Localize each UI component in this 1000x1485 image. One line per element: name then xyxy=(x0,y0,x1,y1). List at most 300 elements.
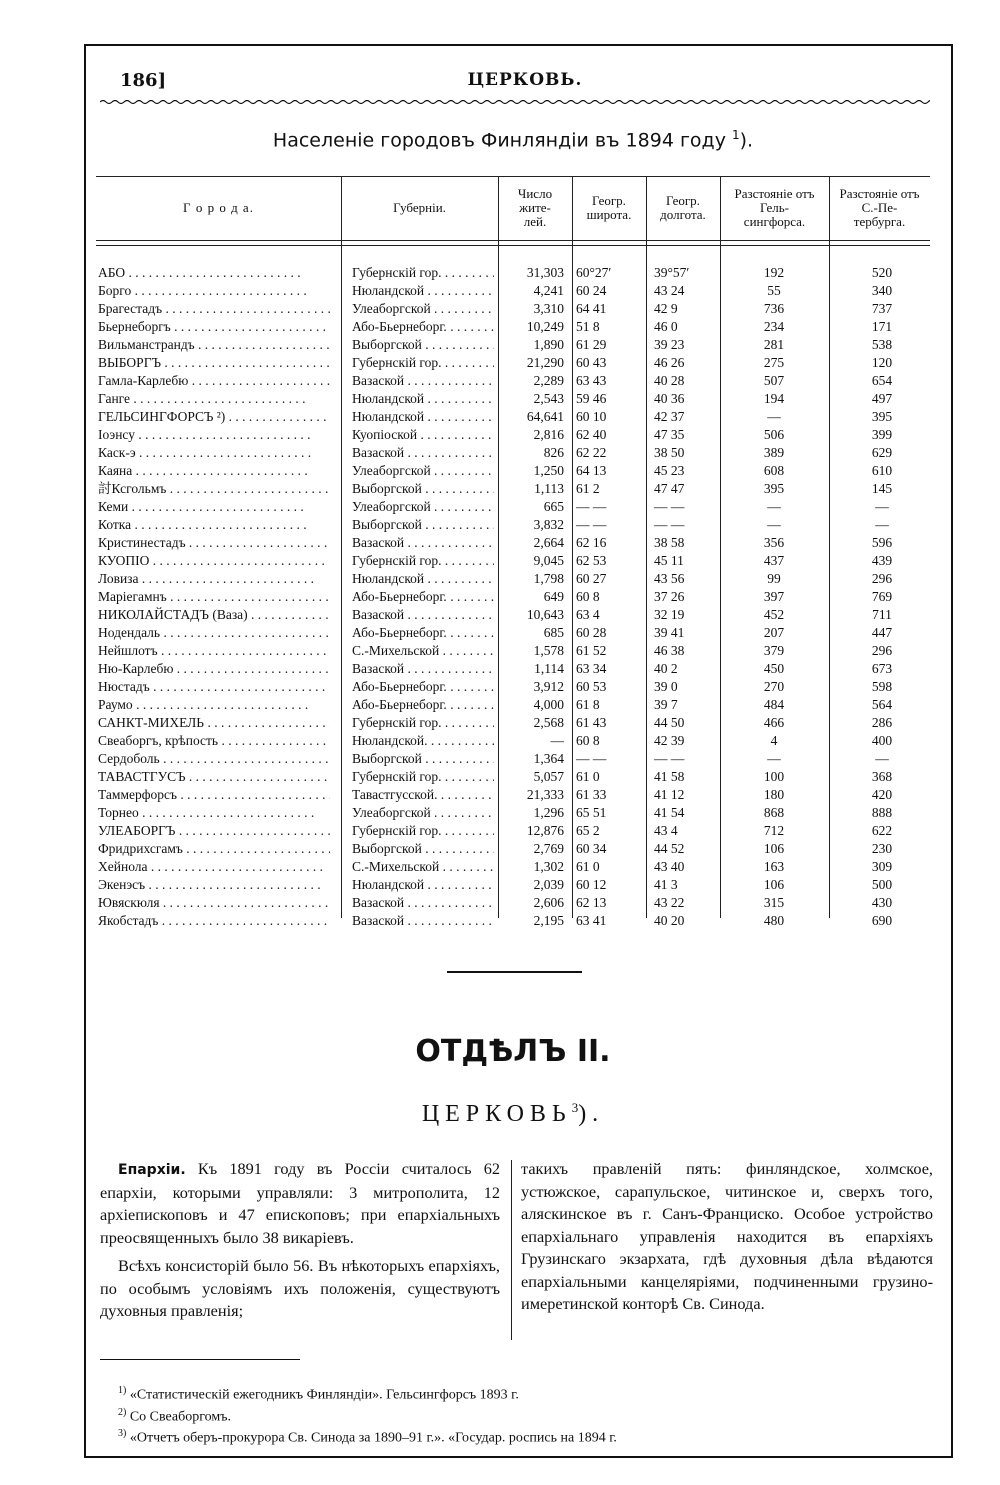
longitude-cell: 40 2 xyxy=(654,661,678,676)
table-title-end: ). xyxy=(739,129,754,152)
distance-helsingfors-cell: 507 xyxy=(763,373,785,388)
longitude-cell: 45 11 xyxy=(654,553,684,568)
distance-helsingfors-cell: 55 xyxy=(767,283,781,298)
latitude-cell: 63 41 xyxy=(576,913,607,928)
latitude-cell: 60 12 xyxy=(576,877,607,892)
distance-helsingfors-cell: 506 xyxy=(763,427,785,442)
longitude-cell: 47 35 xyxy=(654,427,685,442)
distance-petersburg-cell: 500 xyxy=(871,877,893,892)
latitude-cell: 63 34 xyxy=(576,661,607,676)
province-cell: Нюландской . . . xyxy=(352,282,494,300)
population-cell: 2,664 xyxy=(533,535,564,550)
table-row xyxy=(96,552,930,570)
distance-petersburg-cell: 673 xyxy=(871,661,893,676)
distance-petersburg-cell: 145 xyxy=(871,481,893,496)
province-cell: Вазаской . . . xyxy=(352,894,494,912)
distance-helsingfors-cell: — xyxy=(767,751,781,766)
table-row xyxy=(96,750,930,768)
distance-petersburg-cell: 296 xyxy=(871,643,893,658)
table-row xyxy=(96,822,930,840)
province-cell: Або-Бьернеборг. . . . xyxy=(352,678,494,696)
text-column-right xyxy=(521,1158,933,1322)
population-cell: 649 xyxy=(543,589,564,604)
distance-petersburg-cell: 598 xyxy=(871,679,893,694)
latitude-cell: 61 8 xyxy=(576,697,600,712)
distance-petersburg-cell: 622 xyxy=(871,823,893,838)
distance-helsingfors-cell: 99 xyxy=(767,571,781,586)
population-cell: 1,113 xyxy=(534,481,564,496)
distance-helsingfors-cell: 450 xyxy=(763,661,785,676)
latitude-cell: 63 43 xyxy=(576,373,607,388)
table-row xyxy=(96,408,930,426)
province-cell: Губернскій гор. . . . xyxy=(352,552,494,570)
distance-petersburg-cell: — xyxy=(875,517,889,532)
distance-helsingfors-cell: — xyxy=(767,499,781,514)
province-cell: Або-Бьернеборг. . . . xyxy=(352,318,494,336)
population-cell: 2,606 xyxy=(533,895,564,910)
longitude-cell: 42 9 xyxy=(654,301,678,316)
longitude-cell: 40 28 xyxy=(654,373,685,388)
longitude-cell: 40 36 xyxy=(654,391,685,406)
distance-petersburg-cell: 120 xyxy=(871,355,893,370)
distance-helsingfors-cell: 480 xyxy=(763,913,785,928)
footnote-ref: 3 xyxy=(571,1100,579,1115)
population-cell: 685 xyxy=(543,625,564,640)
city-cell: Ловиза . . . xyxy=(98,570,330,588)
province-cell: Або-Бьернеборг. . . . xyxy=(352,696,494,714)
latitude-cell: 61 0 xyxy=(576,859,600,874)
longitude-cell: — — xyxy=(654,499,685,514)
footnote-mark: 1) xyxy=(118,1385,127,1396)
distance-petersburg-cell: 309 xyxy=(871,859,893,874)
table-row xyxy=(96,624,930,642)
footnote-text: «Статистическій ежегодникъ Финляндіи». Гельсингфорсъ 1893 г. xyxy=(126,1387,519,1403)
population-cell: 10,643 xyxy=(526,607,564,622)
section-title: ОТДѢЛЪ II. xyxy=(415,1034,611,1069)
longitude-cell: 43 24 xyxy=(654,283,685,298)
latitude-cell: 64 41 xyxy=(576,301,607,316)
table-row xyxy=(96,282,930,300)
table-row xyxy=(96,372,930,390)
population-cell: 826 xyxy=(543,445,564,460)
table-row xyxy=(96,696,930,714)
longitude-cell: 38 58 xyxy=(654,535,685,550)
paragraph-text: Къ 1891 году въ Россіи считалось 62 епархіи, которыми управляли: 3 митрополита, 12 архіепископовъ и 47 епископовъ; при епархіальныхъ преосвященныхъ было 38 викаріевъ. xyxy=(100,1159,500,1247)
footnote-mark: 3) xyxy=(118,1428,127,1440)
population-cell: 9,045 xyxy=(533,553,564,568)
province-cell: Вазаской . . . xyxy=(352,606,494,624)
province-cell: Выборгской . . . xyxy=(352,336,494,354)
distance-helsingfors-cell: 180 xyxy=(763,787,785,802)
distance-petersburg-cell: 296 xyxy=(871,571,893,586)
population-cell: 12,876 xyxy=(526,823,564,838)
longitude-cell: 46 0 xyxy=(654,319,678,334)
table-header-rule-2 xyxy=(96,245,930,246)
distance-helsingfors-cell: 194 xyxy=(763,391,785,406)
population-cell: 1,302 xyxy=(533,859,564,874)
city-cell: 討Ксгольмъ . . . xyxy=(98,480,330,498)
latitude-cell: 61 0 xyxy=(576,769,600,784)
city-cell: Ганге . . . xyxy=(98,390,330,408)
distance-petersburg-cell: 400 xyxy=(871,733,893,748)
distance-petersburg-cell: 497 xyxy=(871,391,893,406)
latitude-cell: 60 27 xyxy=(576,571,607,586)
longitude-cell: — — xyxy=(654,517,685,532)
section-subtitle-text: ЦЕРКОВЬ xyxy=(421,1101,572,1127)
footnote-ref: 1 xyxy=(731,128,740,142)
paragraph xyxy=(100,1158,500,1249)
latitude-cell: 60 28 xyxy=(576,625,607,640)
latitude-cell: 60 53 xyxy=(576,679,607,694)
city-cell: Нюстадъ . . . xyxy=(98,678,330,696)
footnote-rule xyxy=(100,1359,300,1360)
table-row xyxy=(96,894,930,912)
distance-helsingfors-cell: 868 xyxy=(763,805,785,820)
city-cell: Іоэнсу . . . xyxy=(98,426,330,444)
longitude-cell: 40 20 xyxy=(654,913,685,928)
longitude-cell: 39 41 xyxy=(654,625,685,640)
province-cell: Улеаборгской . . . xyxy=(352,498,494,516)
city-cell: Кеми . . . xyxy=(98,498,330,516)
population-cell: 3,310 xyxy=(533,301,564,316)
province-cell: Губернскій гор. . . . xyxy=(352,822,494,840)
table-row xyxy=(96,318,930,336)
page-number: 186] xyxy=(120,70,167,91)
col-header-gub: Губерніи. xyxy=(393,200,446,215)
population-cell: 2,769 xyxy=(533,841,564,856)
population-cell: 4,241 xyxy=(533,283,564,298)
distance-petersburg-cell: 596 xyxy=(871,535,893,550)
population-cell: 1,578 xyxy=(533,643,564,658)
province-cell: Улеаборгской . . . xyxy=(352,300,494,318)
col-header-dist-helsingfors: Разстояніе отъ Гель- сингфорса. xyxy=(734,186,815,229)
population-cell: 2,568 xyxy=(533,715,564,730)
population-table xyxy=(96,176,930,928)
longitude-cell: 42 39 xyxy=(654,733,685,748)
distance-petersburg-cell: 538 xyxy=(871,337,893,352)
province-cell: Нюландской . . . xyxy=(352,570,494,588)
distance-petersburg-cell: 737 xyxy=(871,301,893,316)
city-cell: Якобстадъ . . . xyxy=(98,912,330,930)
latitude-cell: 59 46 xyxy=(576,391,607,406)
province-cell: Вазаской . . . xyxy=(352,912,494,930)
footnote-text: «Отчетъ оберъ-прокурора Св. Синода за 1890–91 г.». «Государ. роспись на 1894 г. xyxy=(126,1430,617,1446)
province-cell: С.-Михельской . . . xyxy=(352,642,494,660)
distance-petersburg-cell: 430 xyxy=(871,895,893,910)
distance-petersburg-cell: 610 xyxy=(871,463,893,478)
longitude-cell: — — xyxy=(654,751,685,766)
distance-petersburg-cell: 230 xyxy=(871,841,893,856)
table-row xyxy=(96,444,930,462)
population-cell: 2,816 xyxy=(533,427,564,442)
longitude-cell: 38 50 xyxy=(654,445,685,460)
distance-petersburg-cell: — xyxy=(875,751,889,766)
latitude-cell: 62 53 xyxy=(576,553,607,568)
province-cell: Куопіоской . . . xyxy=(352,426,494,444)
longitude-cell: 43 22 xyxy=(654,895,685,910)
latitude-cell: 61 29 xyxy=(576,337,607,352)
city-cell: Вильманстрандъ . . . xyxy=(98,336,330,354)
table-row xyxy=(96,588,930,606)
distance-helsingfors-cell: 437 xyxy=(763,553,785,568)
population-cell: 1,364 xyxy=(533,751,564,766)
latitude-cell: 51 8 xyxy=(576,319,600,334)
distance-helsingfors-cell: 484 xyxy=(763,697,785,712)
table-row xyxy=(96,714,930,732)
latitude-cell: 63 4 xyxy=(576,607,600,622)
latitude-cell: 61 2 xyxy=(576,481,600,496)
distance-petersburg-cell: 368 xyxy=(871,769,893,784)
longitude-cell: 41 12 xyxy=(654,787,685,802)
distance-helsingfors-cell: 379 xyxy=(763,643,785,658)
distance-helsingfors-cell: 466 xyxy=(763,715,785,730)
latitude-cell: 62 40 xyxy=(576,427,607,442)
population-cell: 1,798 xyxy=(533,571,564,586)
city-cell: Таммерфорсъ . . . xyxy=(98,786,330,804)
col-header-pop: Число жите- лей. xyxy=(517,186,553,229)
distance-helsingfors-cell: 315 xyxy=(763,895,785,910)
table-row xyxy=(96,462,930,480)
distance-helsingfors-cell: 163 xyxy=(763,859,785,874)
latitude-cell: 60 34 xyxy=(576,841,607,856)
population-cell: 4,000 xyxy=(533,697,564,712)
province-cell: Губернскій гор. . . . xyxy=(352,714,494,732)
latitude-cell: 64 13 xyxy=(576,463,607,478)
city-cell: Нейшлотъ . . . xyxy=(98,642,330,660)
table-row xyxy=(96,876,930,894)
province-cell: Вазаской . . . xyxy=(352,444,494,462)
city-cell: Нодендаль . . . xyxy=(98,624,330,642)
distance-petersburg-cell: 439 xyxy=(871,553,893,568)
city-cell: Брагестадъ . . . xyxy=(98,300,330,318)
longitude-cell: 41 54 xyxy=(654,805,685,820)
longitude-cell: 39 7 xyxy=(654,697,678,712)
table-row xyxy=(96,642,930,660)
city-cell: АБО . . . xyxy=(98,264,330,282)
distance-petersburg-cell: 399 xyxy=(871,427,893,442)
footnote xyxy=(118,1382,918,1404)
wavy-rule xyxy=(100,98,930,106)
table-row xyxy=(96,768,930,786)
population-cell: 1,250 xyxy=(533,463,564,478)
table-row xyxy=(96,786,930,804)
population-cell: 21,290 xyxy=(526,355,564,370)
city-cell: Каяна . . . xyxy=(98,462,330,480)
city-cell: Борго . . . xyxy=(98,282,330,300)
city-cell: ТАВАСТГУСЪ . . . xyxy=(98,768,330,786)
province-cell: Выборгской . . . xyxy=(352,840,494,858)
province-cell: Вазаской . . . xyxy=(352,660,494,678)
section-subtitle-end: ). xyxy=(578,1101,605,1127)
longitude-cell: 41 3 xyxy=(654,877,678,892)
longitude-cell: 42 37 xyxy=(654,409,685,424)
table-title-text: Населеніе городовъ Финляндіи въ 1894 году xyxy=(272,129,726,152)
province-cell: Тавастгусской. . . . xyxy=(352,786,494,804)
distance-helsingfors-cell: 452 xyxy=(763,607,785,622)
population-cell: 31,303 xyxy=(526,265,564,280)
distance-helsingfors-cell: 100 xyxy=(763,769,785,784)
population-cell: 2,039 xyxy=(533,877,564,892)
distance-petersburg-cell: 690 xyxy=(871,913,893,928)
distance-petersburg-cell: 395 xyxy=(871,409,893,424)
province-cell: Улеаборгской . . . xyxy=(352,804,494,822)
province-cell: Улеаборгской . . . xyxy=(352,462,494,480)
latitude-cell: 61 43 xyxy=(576,715,607,730)
city-cell: Маріегамнъ . . . xyxy=(98,588,330,606)
distance-helsingfors-cell: 736 xyxy=(763,301,785,316)
table-row xyxy=(96,732,930,750)
city-cell: ГЕЛЬСИНГФОРСЪ ²) . . . xyxy=(98,408,330,426)
province-cell: Вазаской . . . xyxy=(352,372,494,390)
population-cell: 3,912 xyxy=(533,679,564,694)
latitude-cell: 65 2 xyxy=(576,823,600,838)
longitude-cell: 44 52 xyxy=(654,841,685,856)
latitude-cell: 60 8 xyxy=(576,733,600,748)
distance-helsingfors-cell: 395 xyxy=(763,481,785,496)
section-subtitle xyxy=(96,1100,930,1128)
table-title xyxy=(96,128,930,151)
footnote xyxy=(118,1425,918,1447)
province-cell: С.-Михельской . . . xyxy=(352,858,494,876)
province-cell: Выборгской . . . xyxy=(352,480,494,498)
province-cell: Або-Бьернеборг. . . . xyxy=(352,588,494,606)
city-cell: Каск-э . . . xyxy=(98,444,330,462)
city-cell: Сердоболь . . . xyxy=(98,750,330,768)
longitude-cell: 39°57′ xyxy=(654,265,690,280)
province-cell: Губернскій гор. . . . xyxy=(352,354,494,372)
latitude-cell: 60 8 xyxy=(576,589,600,604)
longitude-cell: 45 23 xyxy=(654,463,685,478)
col-header-lat: Геогр. широта. xyxy=(586,193,632,222)
province-cell: Нюландской . . . xyxy=(352,876,494,894)
distance-helsingfors-cell: 106 xyxy=(763,877,785,892)
table-row xyxy=(96,264,930,282)
page-header xyxy=(120,70,930,96)
population-cell: 2,543 xyxy=(533,391,564,406)
population-cell: 1,114 xyxy=(534,661,564,676)
population-cell: 21,333 xyxy=(526,787,564,802)
population-cell: 10,249 xyxy=(526,319,564,334)
paragraph: такихъ правленій пять: финляндское, холмское, устюжское, сарапульское, читинское и, сверхъ того, аляскинское въ г. Санъ-Франциско. Особое устройство епархіальнаго управленія находится въ епархіяхъ Грузинскаго экзархата, гдѣ духовныя дѣла вѣдаются епархіальными канцеляріями, подчиненными грузино-имеретинской конторѣ Св. Синода. xyxy=(521,1159,933,1313)
city-cell: КУОПІО . . . xyxy=(98,552,330,570)
city-cell: УЛЕАБОРГЪ . . . xyxy=(98,822,330,840)
population-cell: 1,890 xyxy=(533,337,564,352)
longitude-cell: 46 38 xyxy=(654,643,685,658)
distance-helsingfors-cell: 234 xyxy=(763,319,785,334)
distance-helsingfors-cell: 270 xyxy=(763,679,785,694)
distance-helsingfors-cell: 207 xyxy=(763,625,785,640)
population-cell: 2,289 xyxy=(533,373,564,388)
table-row xyxy=(96,516,930,534)
table-row xyxy=(96,498,930,516)
longitude-cell: 41 58 xyxy=(654,769,685,784)
longitude-cell: 46 26 xyxy=(654,355,685,370)
table-row xyxy=(96,426,930,444)
population-cell: 665 xyxy=(543,499,564,514)
city-cell: САНКТ-МИХЕЛЬ . . . xyxy=(98,714,330,732)
province-cell: Губернскій гор. . . . xyxy=(352,768,494,786)
distance-petersburg-cell: 171 xyxy=(871,319,893,334)
distance-petersburg-cell: 447 xyxy=(871,625,893,640)
city-cell: Хейнола . . . xyxy=(98,858,330,876)
latitude-cell: — — xyxy=(576,751,607,766)
province-cell: Або-Бьернеборг. . . . xyxy=(352,624,494,642)
longitude-cell: 43 4 xyxy=(654,823,678,838)
latitude-cell: 61 33 xyxy=(576,787,607,802)
table-row xyxy=(96,840,930,858)
table-row xyxy=(96,300,930,318)
longitude-cell: 44 50 xyxy=(654,715,685,730)
city-cell: Ювяскюля . . . xyxy=(98,894,330,912)
table-row xyxy=(96,912,930,930)
province-cell: Выборгской . . . xyxy=(352,516,494,534)
city-cell: Гамла-Карлебю . . . xyxy=(98,372,330,390)
distance-helsingfors-cell: 389 xyxy=(763,445,785,460)
distance-helsingfors-cell: 356 xyxy=(763,535,785,550)
city-cell: Свеаборгъ, крѣпость . . . xyxy=(98,732,330,750)
table-row xyxy=(96,678,930,696)
longitude-cell: 43 56 xyxy=(654,571,685,586)
distance-petersburg-cell: — xyxy=(875,499,889,514)
distance-helsingfors-cell: — xyxy=(767,409,781,424)
population-cell: 3,832 xyxy=(533,517,564,532)
longitude-cell: 43 40 xyxy=(654,859,685,874)
footnote xyxy=(118,1404,918,1426)
longitude-cell: 39 23 xyxy=(654,337,685,352)
latitude-cell: 61 52 xyxy=(576,643,607,658)
distance-helsingfors-cell: — xyxy=(767,517,781,532)
distance-petersburg-cell: 340 xyxy=(871,283,893,298)
longitude-cell: 37 26 xyxy=(654,589,685,604)
column-divider xyxy=(511,1160,512,1340)
distance-helsingfors-cell: 397 xyxy=(763,589,785,604)
distance-helsingfors-cell: 4 xyxy=(770,733,778,748)
province-cell: Нюландской. . . . xyxy=(352,732,494,750)
distance-petersburg-cell: 420 xyxy=(871,787,893,802)
city-cell: Котка . . . xyxy=(98,516,330,534)
population-cell: — xyxy=(550,733,564,748)
distance-petersburg-cell: 888 xyxy=(871,805,893,820)
city-cell: НИКОЛАЙСТАДЪ (Ваза) . . . xyxy=(98,606,330,624)
distance-petersburg-cell: 769 xyxy=(871,589,893,604)
run-in-heading: Епархіи. xyxy=(118,1162,186,1178)
latitude-cell: 62 22 xyxy=(576,445,607,460)
distance-helsingfors-cell: 608 xyxy=(763,463,785,478)
latitude-cell: 60 24 xyxy=(576,283,607,298)
latitude-cell: — — xyxy=(576,499,607,514)
col-header-dist-petersburg: Разстояніе отъ С.-Пе- тербурга. xyxy=(839,186,920,229)
latitude-cell: 60°27′ xyxy=(576,265,612,280)
col-header-city: Г о р о д а. xyxy=(183,200,254,215)
distance-helsingfors-cell: 275 xyxy=(763,355,785,370)
population-cell: 5,057 xyxy=(533,769,564,784)
distance-petersburg-cell: 711 xyxy=(872,607,892,622)
population-cell: 64,641 xyxy=(526,409,564,424)
paragraph: Всѣхъ консисторій было 56. Въ нѣкоторыхъ епархіяхъ, по особымъ условіямъ ихъ положенія, существуютъ духовныя правленія; xyxy=(100,1256,500,1320)
table-row xyxy=(96,570,930,588)
latitude-cell: 60 10 xyxy=(576,409,607,424)
city-cell: Ню-Карлебю . . . xyxy=(98,660,330,678)
city-cell: Экенэсъ . . . xyxy=(98,876,330,894)
table-row xyxy=(96,480,930,498)
table-row xyxy=(96,606,930,624)
longitude-cell: 39 0 xyxy=(654,679,678,694)
distance-petersburg-cell: 520 xyxy=(871,265,893,280)
city-cell: ВЫБОРГЪ . . . xyxy=(98,354,330,372)
longitude-cell: 47 47 xyxy=(654,481,685,496)
distance-helsingfors-cell: 281 xyxy=(763,337,785,352)
population-cell: 2,195 xyxy=(533,913,564,928)
